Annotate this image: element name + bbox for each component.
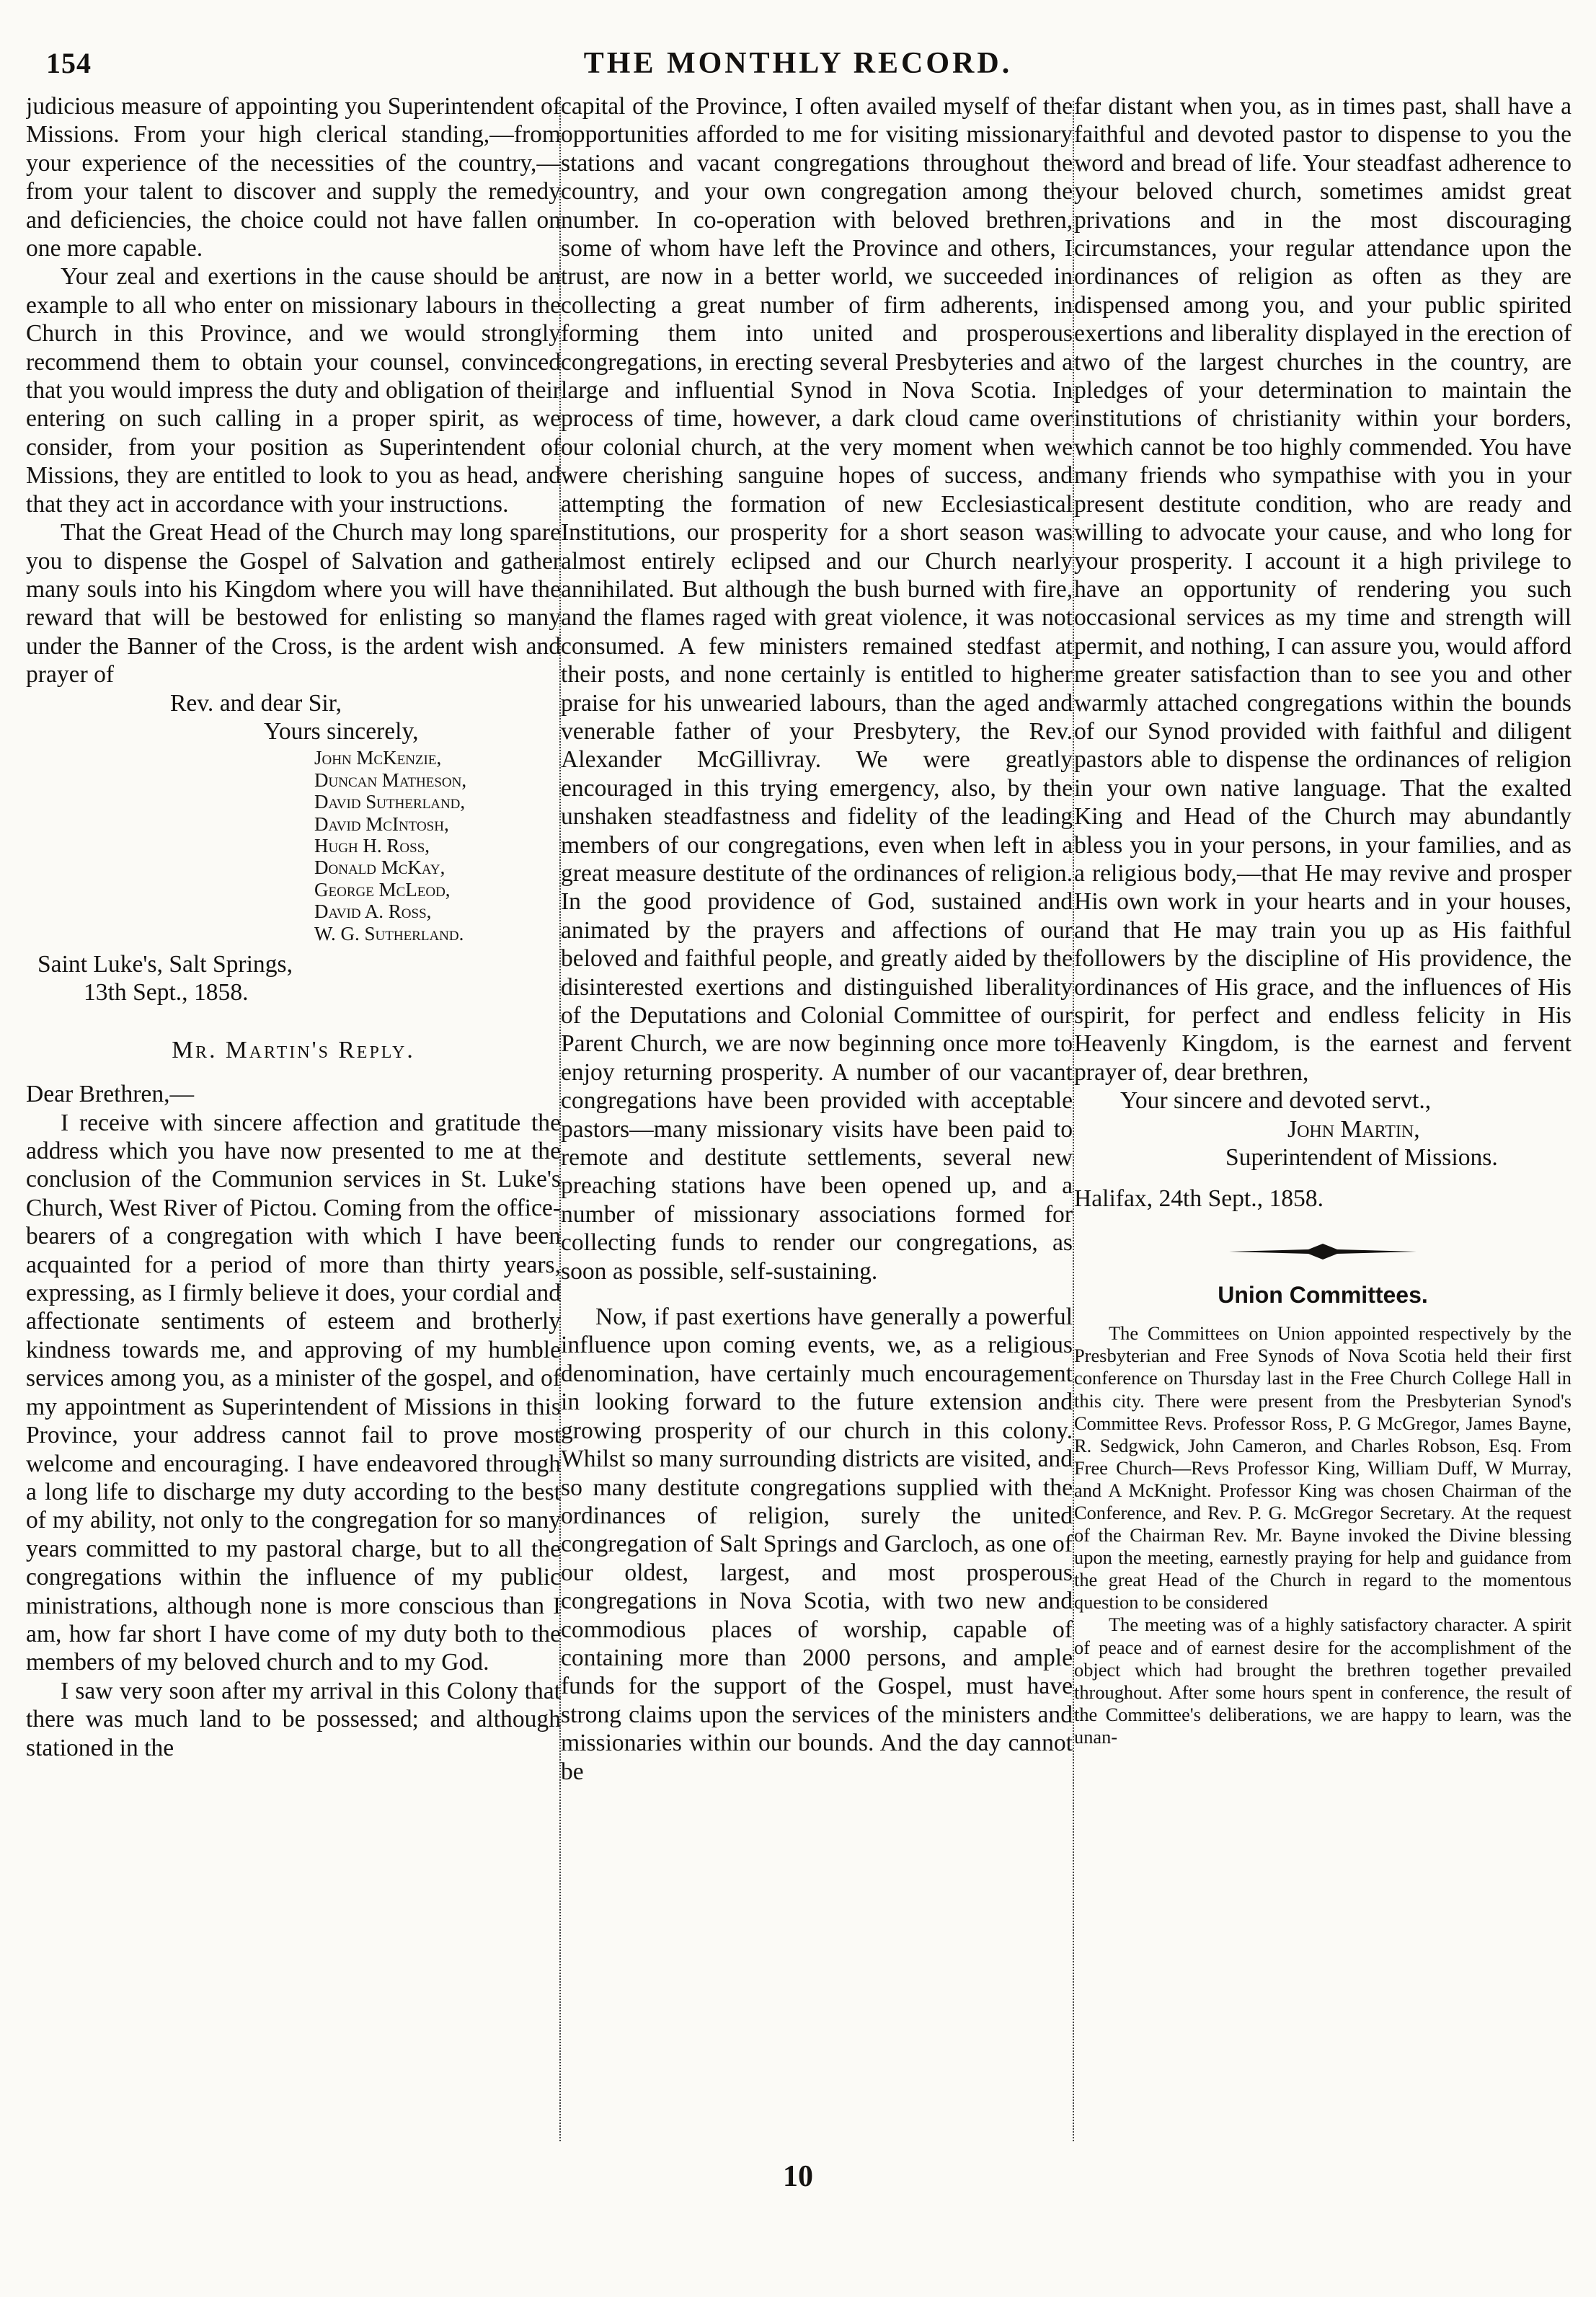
reply-signer-title: Superintendent of Missions. — [1225, 1144, 1498, 1172]
column-3 — [1074, 92, 1571, 2161]
signer-name: David McIntosh, — [314, 813, 449, 835]
reply-signer-name: John Martin, — [1287, 1115, 1420, 1143]
signer-name: John McKenzie, — [314, 747, 442, 769]
address-paragraph: That the Great Head of the Church may long spare you to dispense the Gospel of Salvation and gather many souls into his Kingdom where you will have the reward that will be bestowed for enlisting so many under the Banner of the Cross, is the ardent wish and prayer of — [26, 519, 561, 689]
reply-closing: Your sincere and devoted servt., — [1120, 1087, 1432, 1115]
running-title: THE MONTHLY RECORD. — [583, 47, 1013, 80]
reply-paragraph: I saw very soon after my arrival in this Colony that there was much land to be possessed; and although stationed in the — [26, 1677, 561, 1761]
signature-mark: 10 — [783, 2160, 813, 2193]
signer-name: David Sutherland, — [314, 791, 466, 813]
signer-name: Duncan Matheson, — [314, 769, 467, 791]
section-paragraph: The meeting was of a highly satisfactory character. A spirit of peace and of earnest desire for the accomplishment of the object which had brought the brethren together prevailed throughout. After some hours spent in conference, the result of the Committee's deliberations, we are happy to learn, was the unan- — [1074, 1614, 1571, 1748]
section-ornament-icon — [1229, 1244, 1417, 1260]
address-paragraph: judicious measure of appointing you Superintendent of Missions. From your high clerical standing,—from your experience of the necessities of the country,—from your talent to discover and supply the remedy and deficiencies, the choice could not have fallen on one more capable. — [26, 93, 561, 262]
reply-salutation: Dear Brethren,— — [26, 1081, 195, 1108]
reply-heading: Mr. Martin's Reply. — [172, 1036, 415, 1063]
section-title: Union Committees. — [1218, 1281, 1428, 1308]
page-header — [46, 46, 1550, 89]
reply-place-date: Halifax, 24th Sept., 1858. — [1074, 1185, 1324, 1213]
signer-name: David A. Ross, — [314, 900, 432, 923]
reply-paragraph: capital of the Province, I often availed myself of the opportunities afforded to me for visiting missionary stations and vacant congregations throughout the country, and your own congregation among the number. In co-operation with beloved brethren, some of whom have left the Province and others, I trust, are now in a better world, we succeeded in collecting a great number of firm adherents, in forming them into united and prosperous congregations, in erecting several Presbyteries and a large and influential Synod in Nova Scotia. In process of time, however, a dark cloud came over our colonial church, at the very moment when we were cherishing sanguine hopes of success, and attempting the formation of new Ecclesiastical Institutions, our prosperity for a short season was almost entirely eclipsed and our Church nearly annihilated. But although the bush burned with fire, and the flames raged with great violence, it was not consumed. A few ministers remained stedfast at their posts, and none certainly is entitled to higher praise for his unwearied labours, than the aged and venerable father of your Presbytery, the Rev. Alexander McGillivray. We were greatly encouraged in this trying emergency, also, by the unshaken steadfastness and fidelity of the leading members of our congregations, even when left in a great measure destitute of the ordinances of religion. In the good providence of God, sustained and animated by the prayers and affections of our beloved and faithful people, and greatly aided by the disinterested exertions and distinguished liberality of the Deputations and Colonial Committee of our Parent Church, we are now beginning once more to enjoy returning prosperity. A number of our vacant congregations have been provided with acceptable pastors—many missionary visits have been paid to remote and destitute settlements, several new preaching stations have been opened up, and a number of missionary associations formed for collecting funds to render our congregations, as soon as possible, self-sustaining. — [561, 93, 1073, 1285]
section-paragraph: The Committees on Union appointed respectively by the Presbyterian and Free Synods of Nova Scotia held their first conference on Thursday last in the Free Church College Hall in this city. There were present from the Presbyterian Synod's Committee Revs. Professor Ross, P. G McGregor, James Bayne, R. Sedgwick, John Cameron, and Charles Robson, Esq. From Free Church—Revs Professor King, William Duff, W Murray, and A McKnight. Professor King was chosen Chairman of the Conference, and Rev. P. G. McGregor Secretary. At the request of the Chairman Rev. Mr. Bayne invoked the Divine blessing upon the meeting, earnestly praying for help and guidance from the great Head of the Church in regard to the momentous question to be considered — [1074, 1322, 1571, 1614]
signer-name: George McLeod, — [314, 878, 451, 900]
column-2 — [561, 92, 1073, 2161]
address-closing: Rev. and dear Sir, — [170, 689, 342, 717]
signer-list — [314, 747, 561, 944]
reply-paragraph: I receive with sincere affection and gratitude the address which you have now presented to me at the conclusion of the Communion services in St. Luke's Church, West River of Pictou. Coming from the office-bearers of a congregation with which I have been acquainted for a period of more than thirty years, expressing, as I firmly believe it does, your cordial and affectionate sentiments of esteem and brotherly kindness towards me, and approving of my humble services among you, as a minister of the gospel, and of my appointment as Superintendent of Missions in this Province, your address cannot fail to prove most welcome and encouraging. I have endeavored through a long life to discharge my duty according to the best of my ability, not only to the congregation for so many years committed to my pastoral charge, but to all the congregations within the influence of my public ministrations, although none is more conscious than I am, how far short I have come of my duty both to the members of my beloved church and to my God. — [26, 1109, 561, 1676]
address-place: Saint Luke's, Salt Springs, — [37, 951, 293, 978]
column-1 — [26, 92, 561, 2161]
reply-paragraph: far distant when you, as in times past, shall have a faithful and devoted pastor to dispense to you the word and bread of life. Your steadfast adherence to your beloved church, sometimes amidst great privations and in the most discouraging circumstances, your regular attendance upon the ordinances of religion as often as they are dispensed among you, and your public spirited exertions and liberality displayed in the erection of two of the largest churches in the country, are pledges of your determination to maintain the institutions of christianity within your borders, which cannot be too highly commended. You have many friends who sympathise with you in your present destitute condition, who are ready and willing to advocate your cause, and who long for your prosperity. I account it a high privilege to have an opportunity of rendering you such occasional services as my time and strength will permit, and nothing, I can assure you, would afford me greater satisfaction than to see you and other warmly attached congregations within the bounds of our Synod provided with faithful and diligent pastors able to dispense the ordinances of religion in your own native language. That the exalted King and Head of the Church may abundantly bless you in your persons, in your families, and as a religious body,—that He may revive and prosper His own work in your hearts and in your houses, and that He may train you up as His faithful followers by the discipline of His providence, the ordinances of His grace, and the influences of His spirit, for perfect and endless felicity in His Heavenly Kingdom, is the earnest and fervent prayer of, dear brethren, — [1074, 93, 1571, 1086]
page-number: 154 — [46, 47, 92, 79]
signer-name: W. G. Sutherland. — [314, 922, 464, 944]
reply-paragraph: Now, if past exertions have generally a powerful influence upon coming events, we, as a religious denomination, have certainly much encouragement in looking forward to the future extension and growing prosperity of our church in this colony. Whilst so many surrounding districts are visited, and so many destitute congregations supplied with the ordinances of religion, surely the united congregation of Salt Springs and Garcloch, as one of our oldest, largest, and most prosperous congregations in Nova Scotia, with two new and commodious places of worship, capable of containing more than 2000 persons, and ample funds for the support of the Gospel, must have strong claims upon the services of the ministers and missionaries within our bounds. And the day cannot be — [561, 1304, 1073, 1785]
signer-name: Hugh H. Ross, — [314, 834, 430, 857]
address-date: 13th Sept., 1858. — [84, 979, 249, 1006]
address-paragraph: Your zeal and exertions in the cause should be an example to all who enter on missionary labours in the Church in this Province, and we would strongly recommend them to obtain your counsel, convinced that you would impress the duty and obligation of their entering on such calling in a proper spirit, as we consider, from your position as Superintendent of Missions, they are entitled to look to you as head, and that they act in accordance with your instructions. — [26, 263, 561, 518]
signer-name: Donald McKay, — [314, 857, 445, 879]
address-yours: Yours sincerely, — [264, 717, 419, 745]
